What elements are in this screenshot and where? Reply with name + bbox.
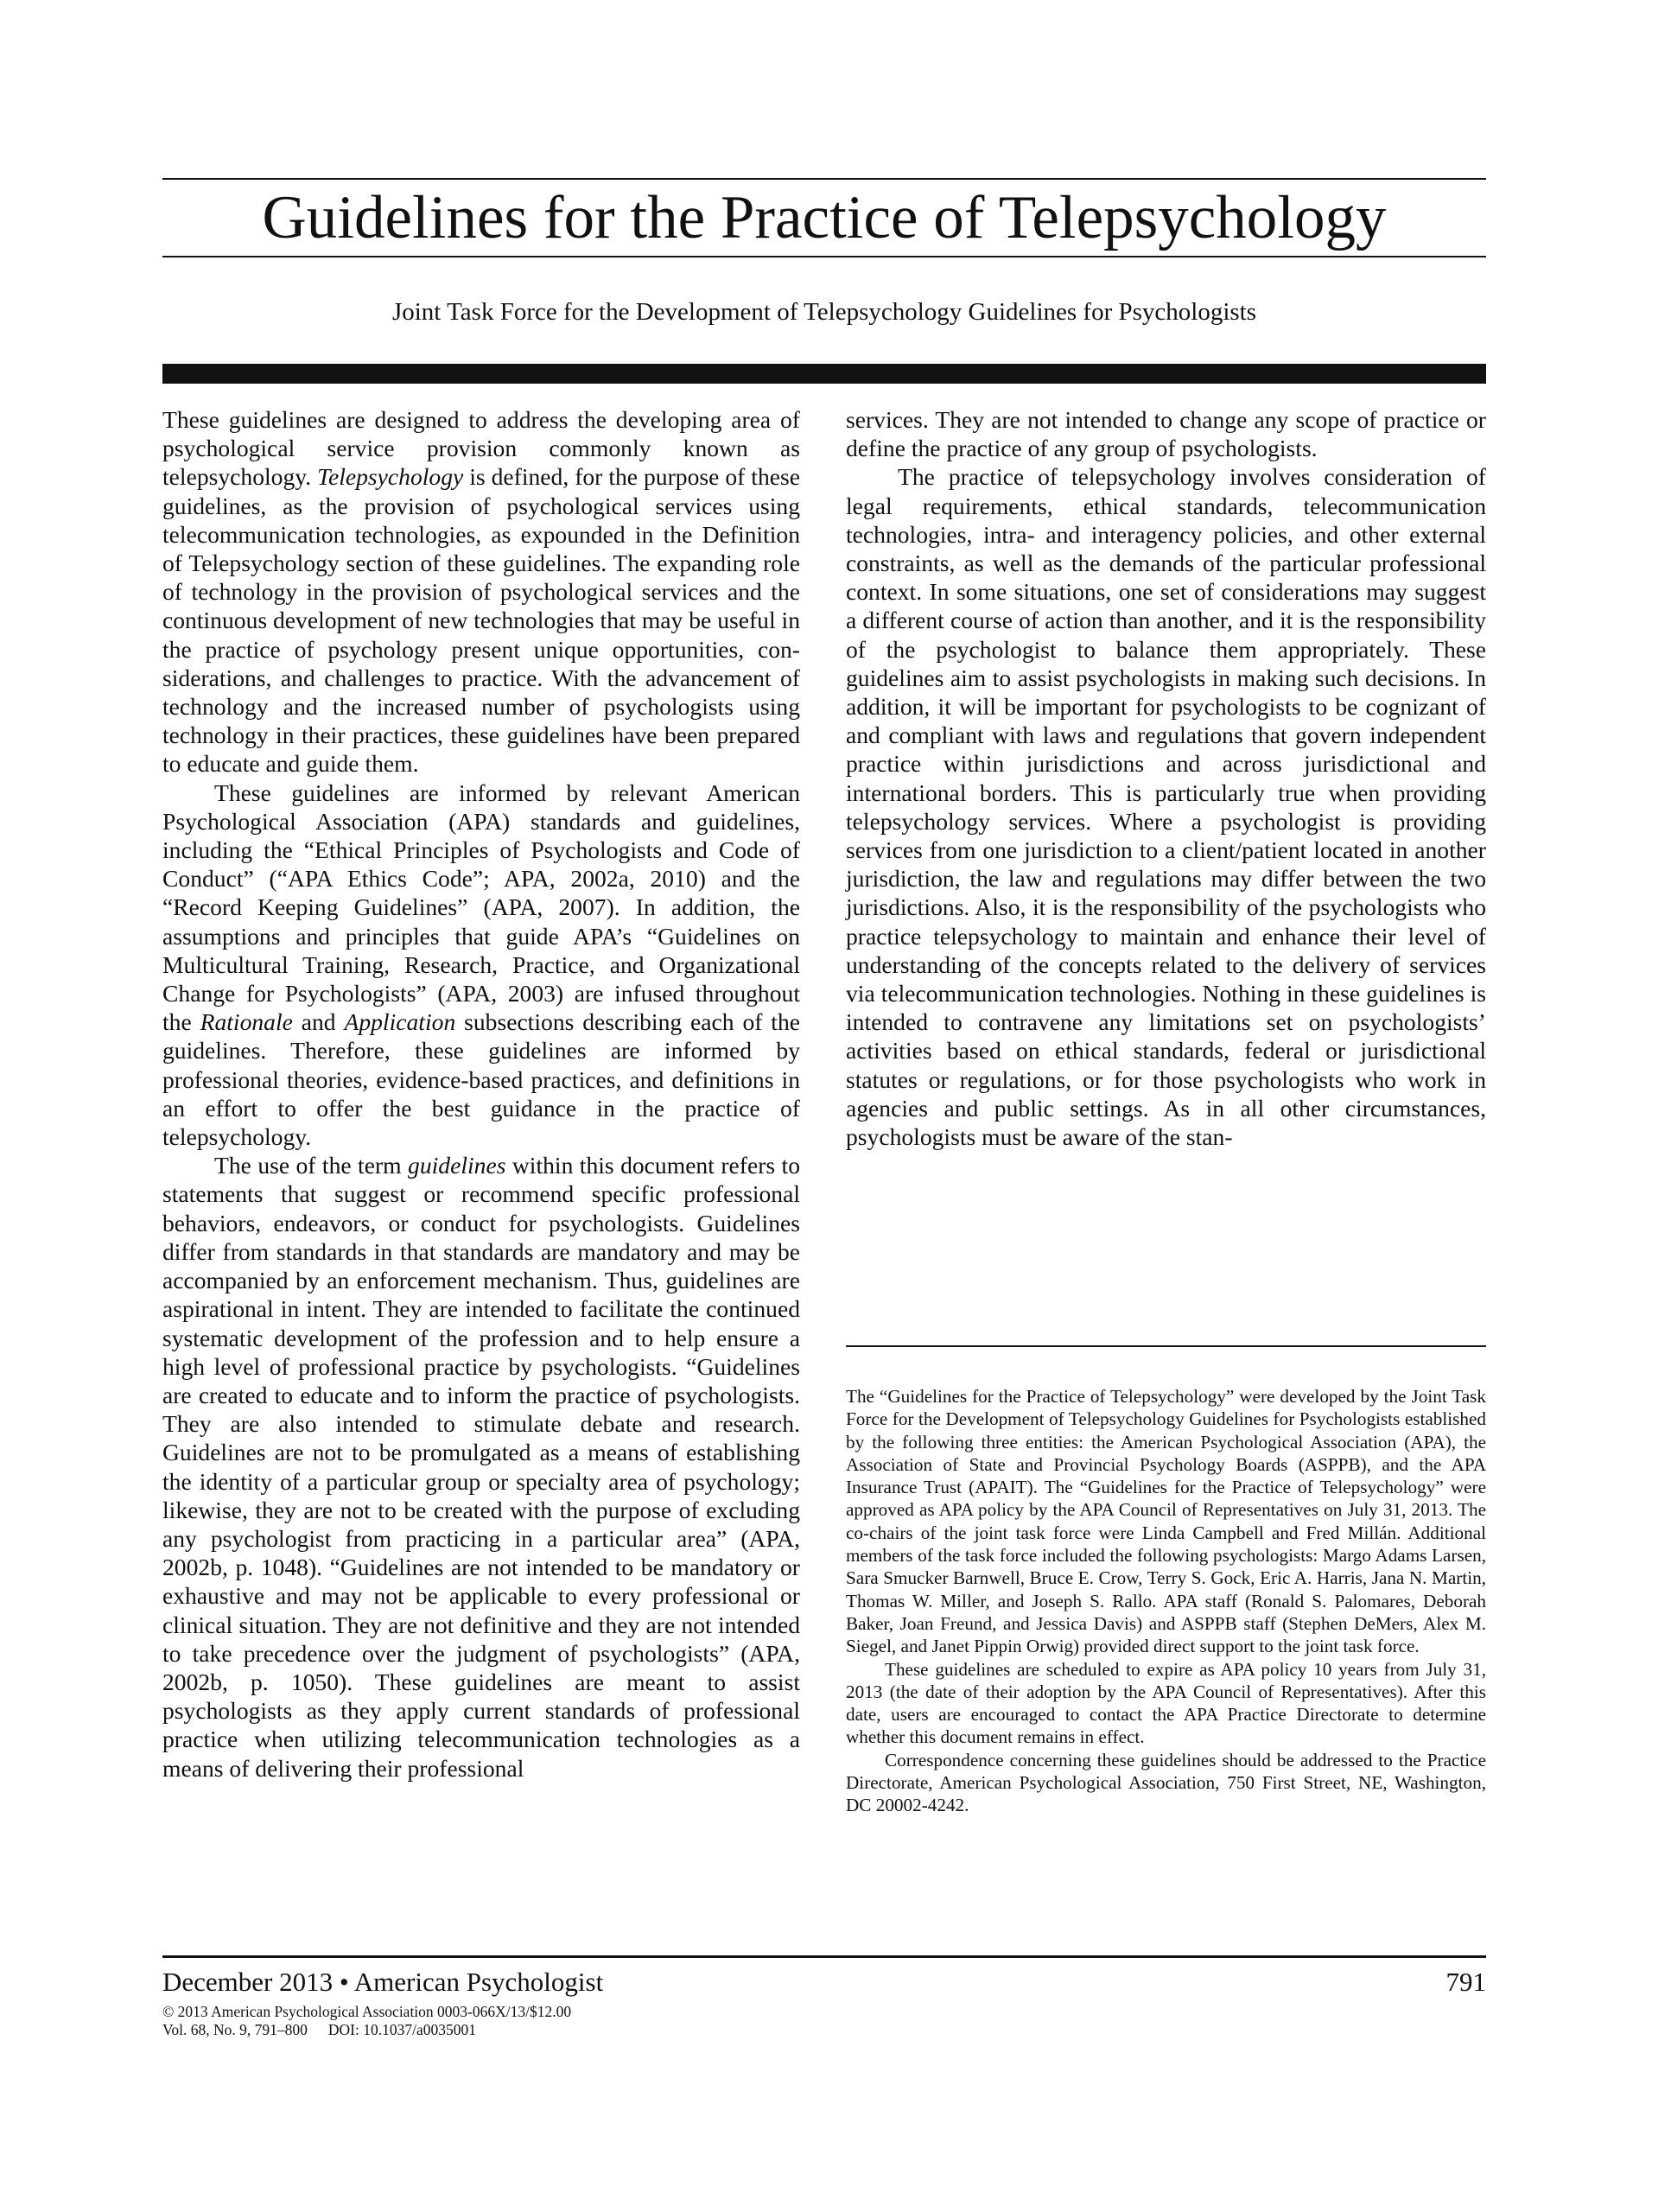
term-rationale: Rationale: [200, 1008, 293, 1036]
article-authors: Joint Task Force for the Development of Telepsychology Guidelines for Psychologists: [391, 298, 1257, 326]
term-application: Application: [344, 1008, 456, 1036]
body-column-right: [846, 405, 1486, 1151]
footnote-correspondence: Correspondence concerning these guidelines should be addressed to the Practice Directorate, American Psychological Association, 750 First Street, NE, Washington, DC 20002-4242.: [846, 1749, 1486, 1816]
paragraph-practice-considerations: The practice of telepsychology involves consideration of legal requirements, ethical standards, telecommunication technologies, intra- and interagency policies, and other external constraints, as well as the demands of the particular professional context. In some situations, one set of considerations may suggest a different course of action than another, and it is the responsibility of the psychologist to balance them appropriately. These guidelines aim to assist psychologists in making such decisions. In addition, it will be important for psychologists to be cognizant of and compliant with laws and regulations that govern independent practice within jurisdictions and across jurisdictional and international borders. This is particularly true when providing telepsychology services. Where a psychologist is providing services from one jurisdiction to a client/patient located in another jurisdiction, the law and regulations may differ between the two jurisdictions. Also, it is the responsibility of the psychologists who practice telepsychology to maintain and enhance their level of understanding of the concepts related to the delivery of services via telecommunication technologies. Nothing in these guidelines is intended to contravene any limitations set on psychologists’ activities based on ethical standards, federal or jurisdictional statutes or regulations, or for those psychologists who work in agencies and public settings. As in all other circumstances, psychologists must be aware of the stan-: [846, 463, 1486, 1151]
article-title: Guidelines for the Practice of Telepsychology: [262, 184, 1387, 251]
paragraph-intro: These guidelines are designed to address the developing area of psychological service provision commonly known as telepsychology. Telepsychology is defined, for the purpose of these guidelines, as the provision of psychological services using telecommunication technologies, as expounded in the Definition of Telepsychology section of these guidelines. The expanding role of technology in the provision of psychological services and the continuous development of new technologies that may be useful in the practice of psychology present unique opportunities, considerations, and challenges to practice. With the advancement of technology and the increased number of psychologists using technology in their practices, these guidelines have been prepared to educate and guide them.: [162, 406, 800, 778]
paragraph-informed-by: These guidelines are informed by relevant American Psychological Association (APA) standards and guidelines, including the “Ethical Principles of Psychologists and Code of Conduct” (“APA Ethics Code”; APA, 2002a, 2010) and the “Record Keeping Guidelines” (APA, 2007). In addition, the assumptions and principles that guide APA’s “Guidelines on Multicultural Training, Research, Practice, and Organizational Change for Psychologists” (APA, 2003) are infused throughout the Rationale and Application subsections describing each of the guidelines. Therefore, these guidelines are informed by professional theories, evidence-based practices, and definitions in an effort to offer the best guidance in the practice of telepsychology.: [162, 779, 801, 1151]
volume-info: Vol. 68, No. 9, 791–800: [162, 2021, 308, 2038]
title-bottom-rule: [162, 256, 1486, 257]
footnote-separator: [846, 1345, 1486, 1347]
body-column-left: [162, 405, 800, 1783]
author-note: [846, 1385, 1486, 1817]
term-telepsychology: Telepsychology: [317, 463, 464, 491]
footnote-development: The “Guidelines for the Practice of Telepsychology” were developed by the Joint Task Force for the Development of Telepsychology Guidelines for Psychologists established by the following three entities: the American Psychological Association (APA), the Association of State and Provincial Psychology Boards (ASPPB), and the APA Insurance Trust (APAIT). The “Guidelines for the Practice of Telepsychology” were approved as APA policy by the APA Council of Representatives on July 31, 2013. The co-chairs of the joint task force were Linda Campbell and Fred Millán. Additional members of the task force included the following psychologists: Margo Adams Larsen, Sara Smucker Barnwell, Bruce E. Crow, Terry S. Gock, Eric A. Harris, Jana N. Martin, Thomas W. Miller, and Joseph S. Rallo. APA staff (Ronald S. Palomares, Deborah Baker, Joan Freund, and Jessica Davis) and ASPPB staff (Stephen DeMers, Alex M. Siegel, and Janet Pippin Orwig) provided direct support to the joint task force.: [846, 1386, 1486, 1657]
footnote-expiration: These guidelines are scheduled to expire as APA policy 10 years from July 31, 2013 (the date of their adoption by the APA Council of Representatives). After this date, users are encouraged to contact the APA Practice Directorate to determine whether this document remains in effect.: [846, 1658, 1486, 1748]
footer-journal-issue: December 2013 • American Psychologist: [162, 1967, 604, 1997]
header-heavy-bar: [162, 364, 1486, 384]
paragraph-use-of-term: The use of the term guidelines within this document refers to statements that suggest or recommend specific professional behaviors, endeavors, or conduct for psychologists. Guidelines differ from standards in that standards are mandatory and may be accompanied by an enforcement mechanism. Thus, guidelines are aspirational in intent. They are intended to facilitate the continued systematic development of the profession and to help ensure a high level of professional practice by psychologists. “Guidelines are created to educate and to inform the practice of psychologists. They are also intended to stimulate debate and research. Guidelines are not to be promulgated as a means of establishing the identity of a particular group or specialty area of psychology; likewise, they are not to be created with the purpose of excluding any psychologist from practicing in a particular area” (APA, 2002b, p. 1048). “Guidelines are not intended to be mandatory or exhaustive and may not be applicable to every professional or clinical situation. They are not definitive and they are not intended to take precedence over the judgment of psychologists” (APA, 2002b, p. 1050). These guidelines are meant to assist psychologists as they apply current standards of professional practice when utilizing telecommunication technologies as a means of delivering their professional: [162, 1152, 800, 1782]
volume-doi-line: [162, 2021, 476, 2038]
page-number: 791: [1445, 1967, 1486, 1997]
copyright-line: © 2013 American Psychological Association 0003-066X/13/$12.00: [162, 2003, 572, 2020]
paragraph-continued: services. They are not intended to change any scope of practice or define the practice of any group of psychologists.: [846, 406, 1486, 462]
term-guidelines: guidelines: [408, 1152, 506, 1179]
footer-rule: [162, 1955, 1486, 1958]
doi: DOI: 10.1037/a0035001: [327, 2021, 476, 2038]
title-top-rule: [162, 178, 1486, 180]
